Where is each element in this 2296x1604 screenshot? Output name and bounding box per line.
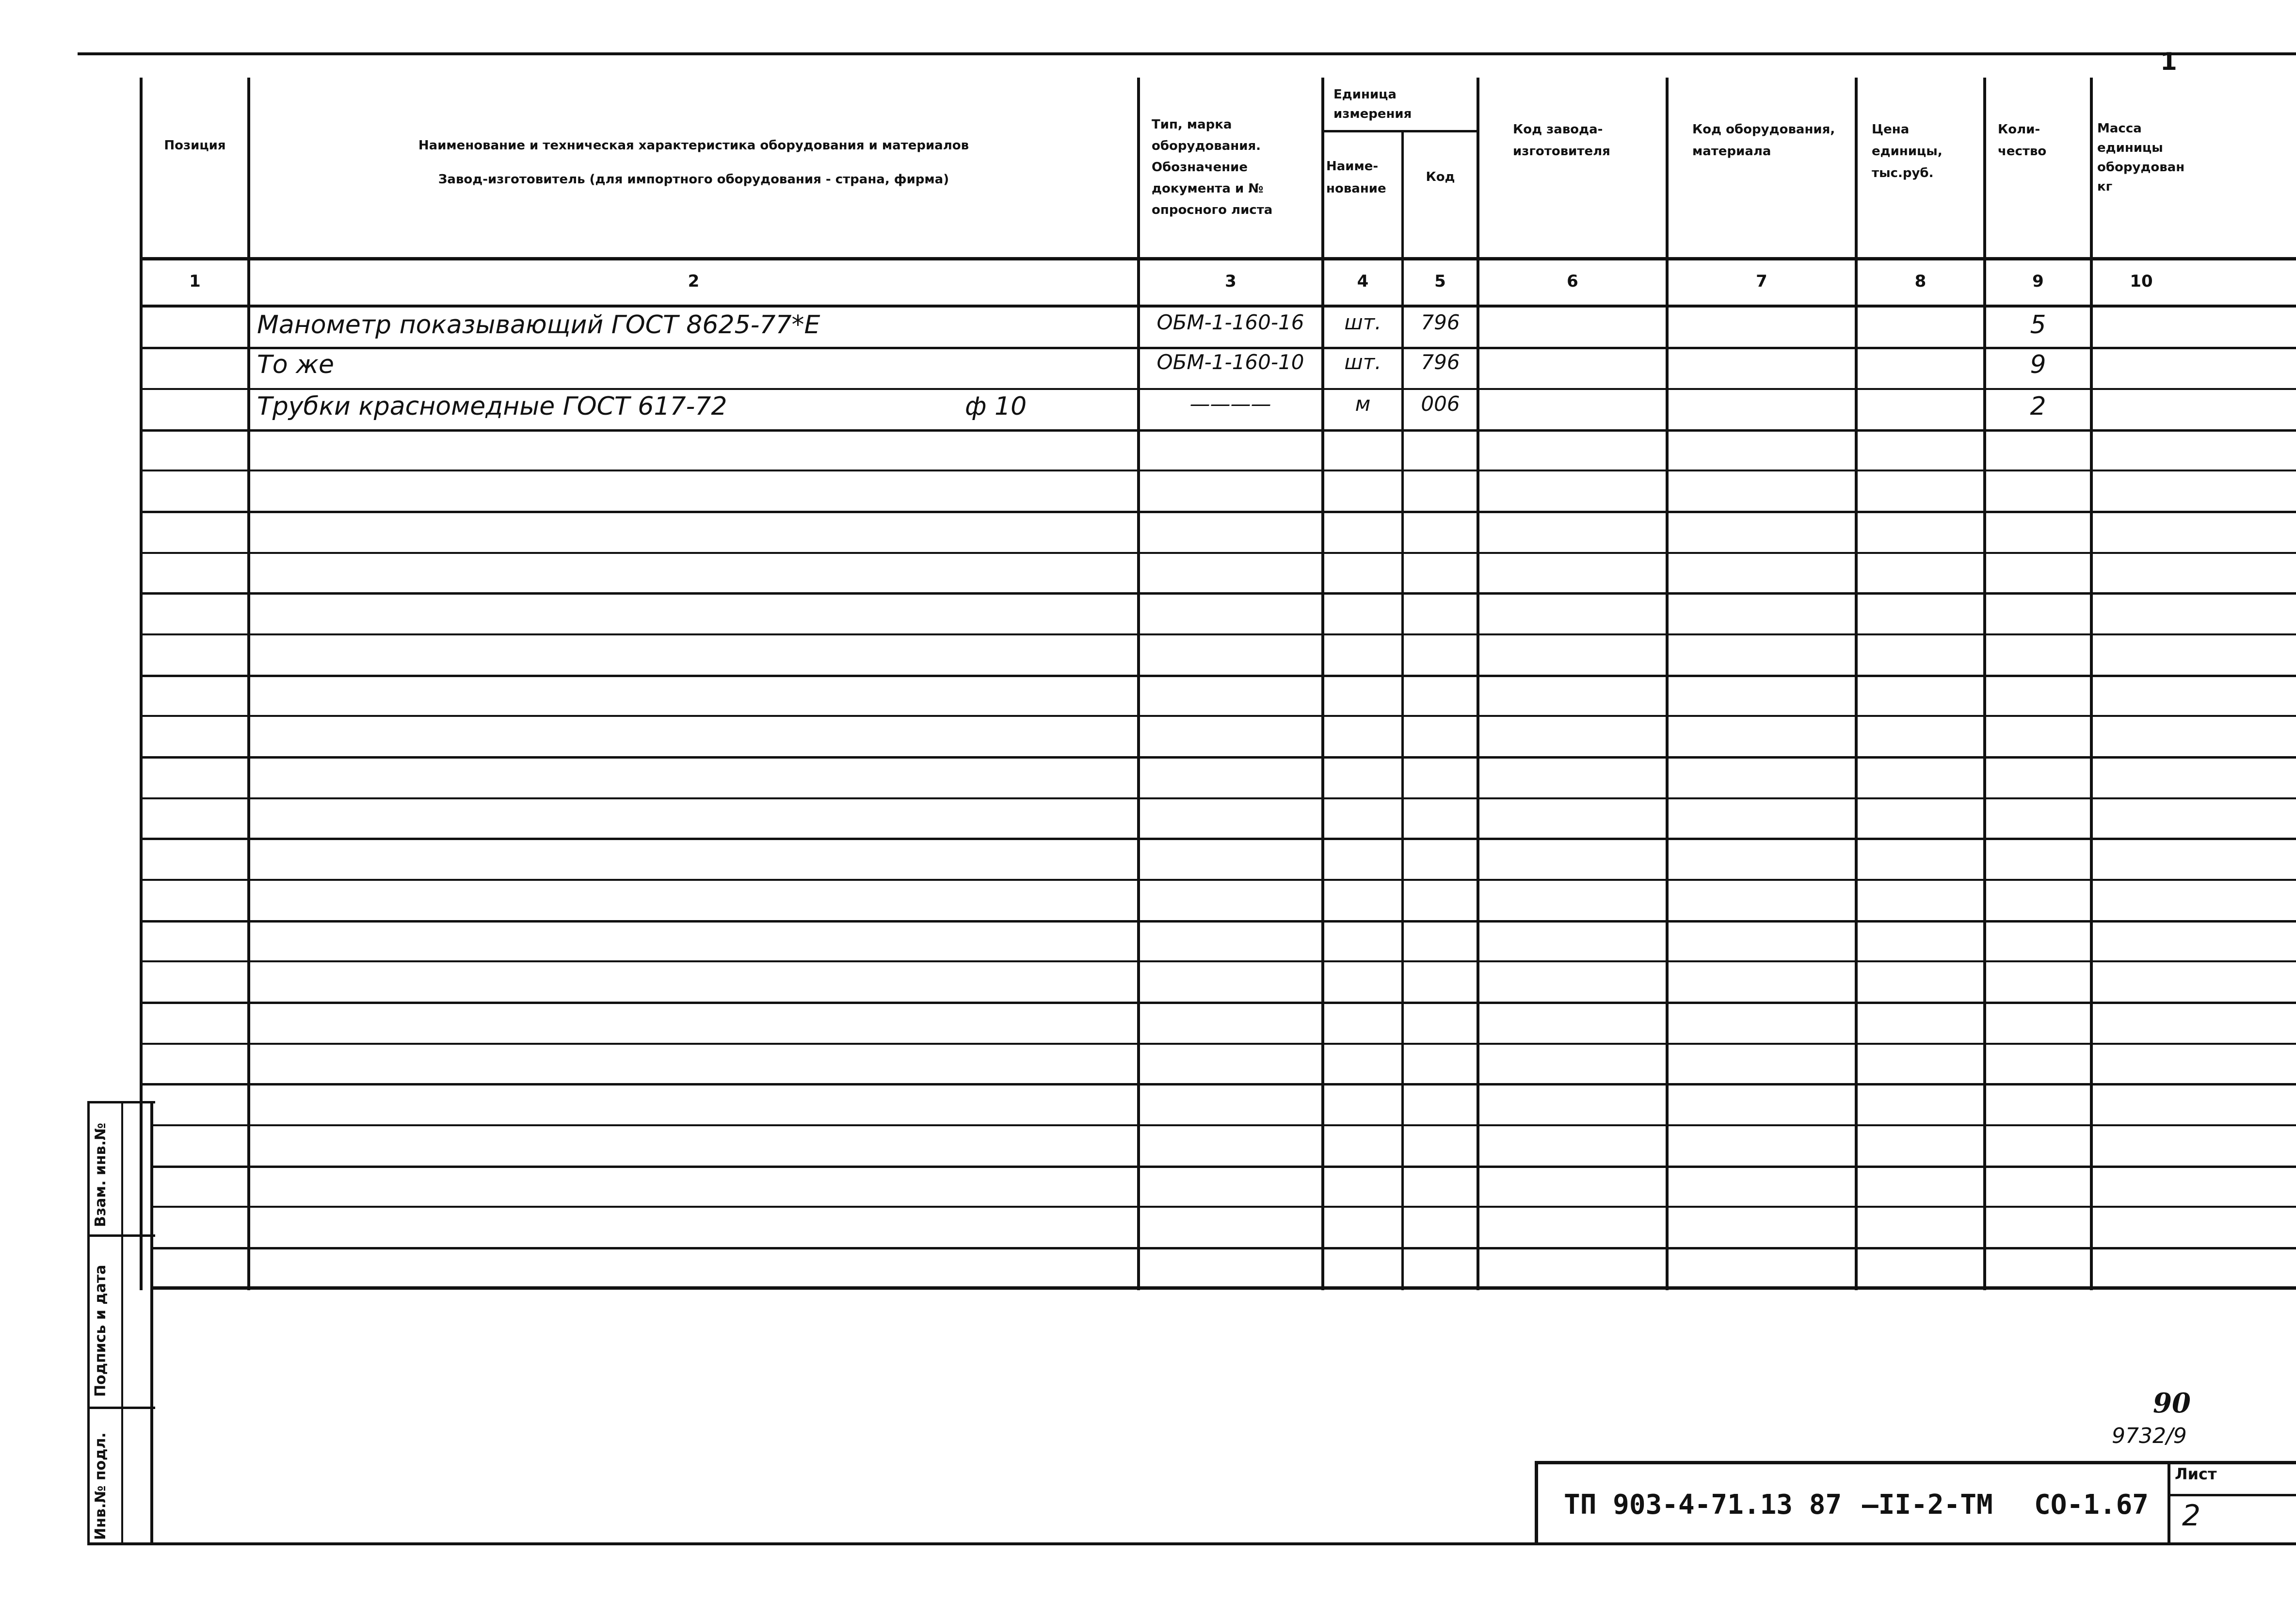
stamp-part: —II-2-ТМ — [1862, 1489, 1993, 1521]
column-number: 3 — [1225, 272, 1236, 291]
header-name-line2: Завод-изготовитель (для импортного оборудования - страна, фирма) — [438, 172, 949, 187]
row-line — [141, 347, 2296, 349]
header-quantity: Коли-чество — [1998, 122, 2047, 159]
row-quantity: 5 — [2030, 310, 2046, 340]
header-equipment-code: Код оборудования, материала — [1692, 122, 1835, 159]
col-line-8 — [1983, 78, 1986, 1290]
stamp-sheet-divider — [2168, 1462, 2170, 1545]
column-number: 5 — [1434, 272, 1446, 291]
column-number: 2 — [688, 272, 700, 291]
column-number: 10 — [2130, 272, 2153, 291]
row-unit: шт. — [1344, 310, 1381, 334]
row-line — [141, 960, 2296, 962]
row-line — [141, 715, 2296, 717]
column-number: 6 — [1567, 272, 1578, 291]
row-quantity: 9 — [2030, 350, 2046, 379]
stamp-sheet-number: 2 — [2182, 1499, 2201, 1533]
column-number: 1 — [189, 272, 201, 291]
table-bottom-line — [150, 1286, 2296, 1290]
col-line-5 — [1477, 78, 1479, 1290]
archive-number: 9732/9 — [2112, 1424, 2187, 1448]
row-unit-code: 006 — [1421, 392, 1460, 416]
row-line — [141, 756, 2296, 759]
row-line — [141, 838, 2296, 840]
side-strip-right-line — [121, 1101, 123, 1545]
side-label-replacement-inventory: Взам. инв.№ — [92, 1122, 109, 1227]
header-name-line1: Наименование и техническая характеристика оборудования и материалов — [418, 138, 969, 153]
row-line — [141, 429, 2296, 432]
column-numbers-bottom-line — [141, 305, 2296, 308]
stamp-code: СО-1.67 — [2034, 1489, 2149, 1521]
column-number: 8 — [1914, 272, 1927, 291]
row-unit-code: 796 — [1421, 350, 1460, 374]
column-number: 4 — [1357, 272, 1369, 291]
row-line — [141, 511, 2296, 513]
page-number: 90 — [2153, 1387, 2191, 1419]
col-line-2 — [1137, 78, 1140, 1290]
row-item-note: ф 10 — [965, 392, 1027, 421]
stamp-sheet-label: Лист — [2175, 1465, 2217, 1483]
row-quantity: 2 — [2030, 392, 2046, 421]
row-line — [150, 1247, 2296, 1249]
stamp-top-line — [1535, 1461, 2296, 1464]
col-line-4 — [1401, 131, 1404, 1290]
col-line-left — [140, 78, 143, 1290]
row-line — [150, 1166, 2296, 1168]
row-line — [141, 388, 2296, 390]
row-line — [141, 470, 2296, 471]
column-number: 7 — [1756, 272, 1767, 291]
header-bottom-line — [141, 257, 2296, 260]
top-border-line — [78, 52, 2296, 55]
row-item-name: То же — [257, 350, 334, 379]
column-number: 9 — [2032, 272, 2044, 291]
row-line — [141, 675, 2296, 677]
row-unit: м — [1355, 392, 1371, 416]
col-line-9 — [2090, 78, 2093, 1290]
header-unit-code: Код — [1426, 170, 1455, 184]
header-unit-name: Наиме-нование — [1326, 159, 1386, 196]
row-line — [141, 797, 2296, 799]
side-label-original-inventory: Инв.№ подл. — [92, 1432, 109, 1540]
row-item-name: Манометр показывающий ГОСТ 8625-77*Е — [257, 310, 820, 340]
row-line — [141, 552, 2296, 554]
header-unit-group: Единица измерения — [1333, 87, 1412, 121]
row-line — [141, 592, 2296, 595]
row-unit-code: 796 — [1421, 310, 1460, 334]
row-line — [150, 1124, 2296, 1126]
row-item-type: ОБМ-1-160-16 — [1156, 310, 1304, 334]
header-manufacturer-code: Код завода-изготовителя — [1513, 122, 1610, 159]
side-label-signature-date: Подпись и дата — [92, 1264, 109, 1397]
header-unit-mass: Масса единицы оборудован кг — [2097, 121, 2185, 194]
row-line — [141, 879, 2296, 881]
page-bottom-line — [87, 1542, 2296, 1545]
row-item-type: ОБМ-1-160-10 — [1156, 350, 1304, 374]
header-position: Позиция — [164, 138, 226, 153]
row-line — [150, 1206, 2296, 1208]
header-unit-price: Цена единицы, тыс.руб. — [1872, 122, 1943, 180]
row-line — [141, 633, 2296, 635]
col-line-3 — [1321, 78, 1324, 1290]
unit-group-divider — [1321, 130, 1477, 132]
row-item-name: Трубки красномедные ГОСТ 617-72 — [257, 392, 727, 421]
row-line — [141, 1002, 2296, 1004]
row-line — [141, 920, 2296, 923]
row-item-type: ———— — [1189, 392, 1271, 416]
row-line — [141, 1083, 2296, 1086]
side-strip-left-line — [87, 1101, 90, 1545]
stamp-left-line — [1535, 1462, 1538, 1545]
col-line-1 — [247, 78, 250, 1290]
row-unit: шт. — [1344, 350, 1381, 374]
header-type: Тип, марка оборудования. Обозначение документа и № опросного листа — [1152, 117, 1273, 217]
col-line-7 — [1855, 78, 1858, 1290]
col-line-6 — [1666, 78, 1669, 1290]
stamp-designation: ТП 903-4-71.13 87 — [1564, 1489, 1842, 1521]
corner-mark: 1 — [2160, 48, 2177, 76]
stamp-sheet-line — [2168, 1494, 2296, 1496]
row-line — [141, 1043, 2296, 1045]
